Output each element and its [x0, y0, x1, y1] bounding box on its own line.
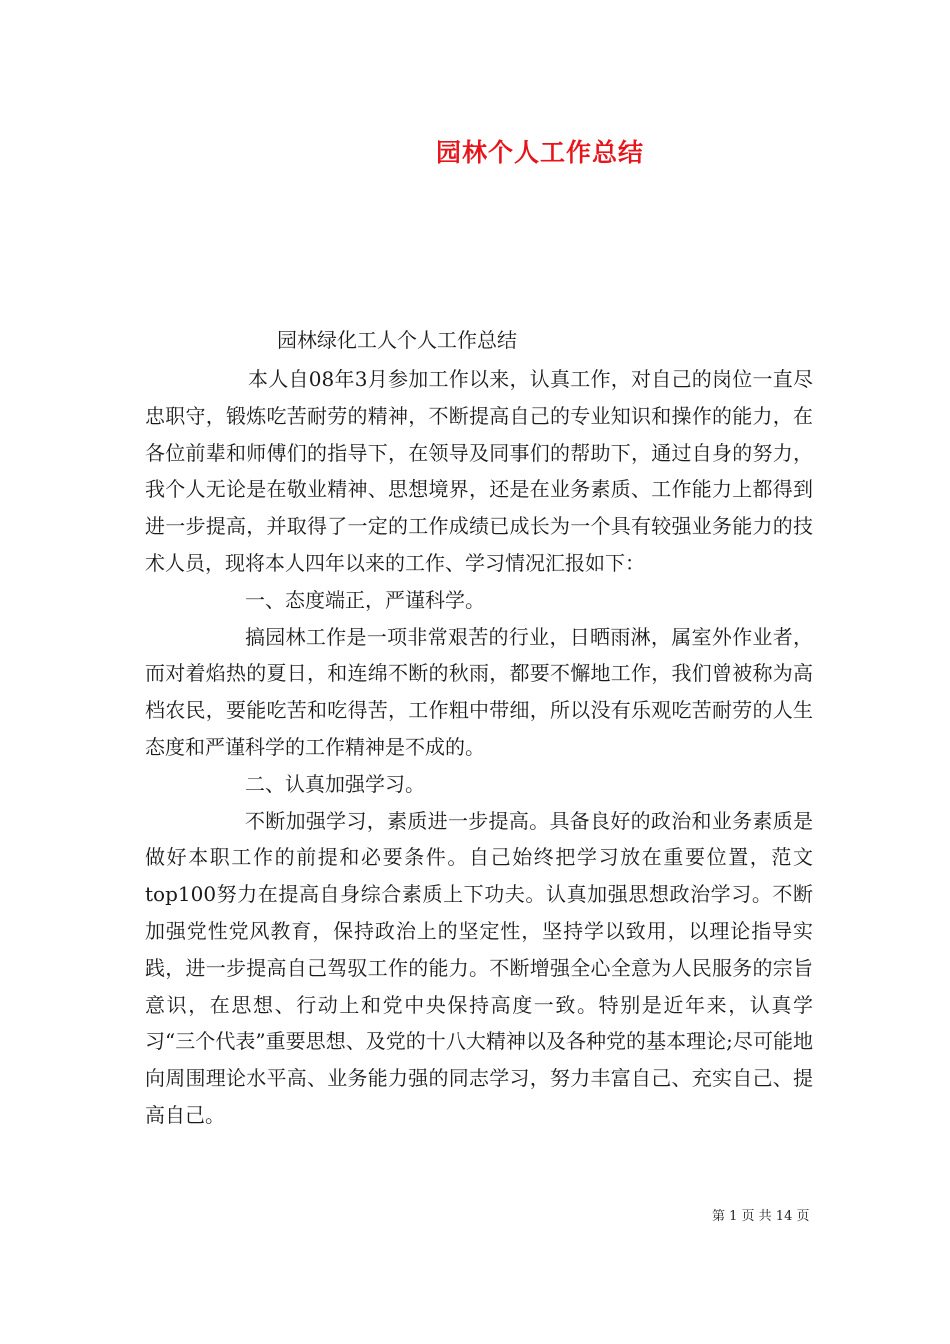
paragraph-intro: 本人自08年3月参加工作以来，认真工作，对自己的岗位一直尽忠职守，锻炼吃苦耐劳的精神，不断提高自己的专业知识和操作的能力，在各位前辈和师傅们的指导下，在领导及同事们的帮助下，通过自身的努力，我个人无论是在敬业精神、思想境界，还是在业务素质、工作能力上都得到进一步提高，并取得了一定的工作成绩已成长为一个具有较强业务能力的技术人员，现将本人四年以来的工作、学习情况汇报如下：	[145, 367, 813, 575]
document-body	[145, 361, 813, 1134]
paragraph-section-2: 不断加强学习，素质进一步提高。具备良好的政治和业务素质是做好本职工作的前提和必要条件。自己始终把学习放在重要位置，范文top100努力在提高自身综合素质上下功夫。认真加强思想政治学习。不断加强党性党风教育，保持政治上的坚定性，坚持学以致用，以理论指导实践，进一步提高自己驾驭工作的能力。不断增强全心全意为人民服务的宗旨意识，在思想、行动上和党中央保持高度一致。特别是近年来，认真学习“三个代表”重要思想、及党的十八大精神以及各种党的基本理论;尽可能地向周围理论水平高、业务能力强的同志学习，努力丰富自己、充实自己、提高自己。	[145, 808, 813, 1127]
page-number-footer: 第 1 页 共 14 页	[712, 1209, 810, 1224]
page-title: 园林个人工作总结	[435, 138, 644, 167]
document-subtitle: 园林绿化工人个人工作总结	[277, 328, 517, 352]
paragraph-section-1: 搞园林工作是一项非常艰苦的行业，日晒雨淋，属室外作业者，而对着焰热的夏日，和连绵不断的秋雨，都要不懈地工作，我们曾被称为高档农民，要能吃苦和吃得苦，工作粗中带细，所以没有乐观吃苦耐劳的人生态度和严谨科学的工作精神是不成的。	[145, 624, 813, 759]
section-heading-1: 一、态度端正，严谨科学。	[245, 587, 485, 612]
section-heading-2: 二、认真加强学习。	[245, 771, 425, 796]
